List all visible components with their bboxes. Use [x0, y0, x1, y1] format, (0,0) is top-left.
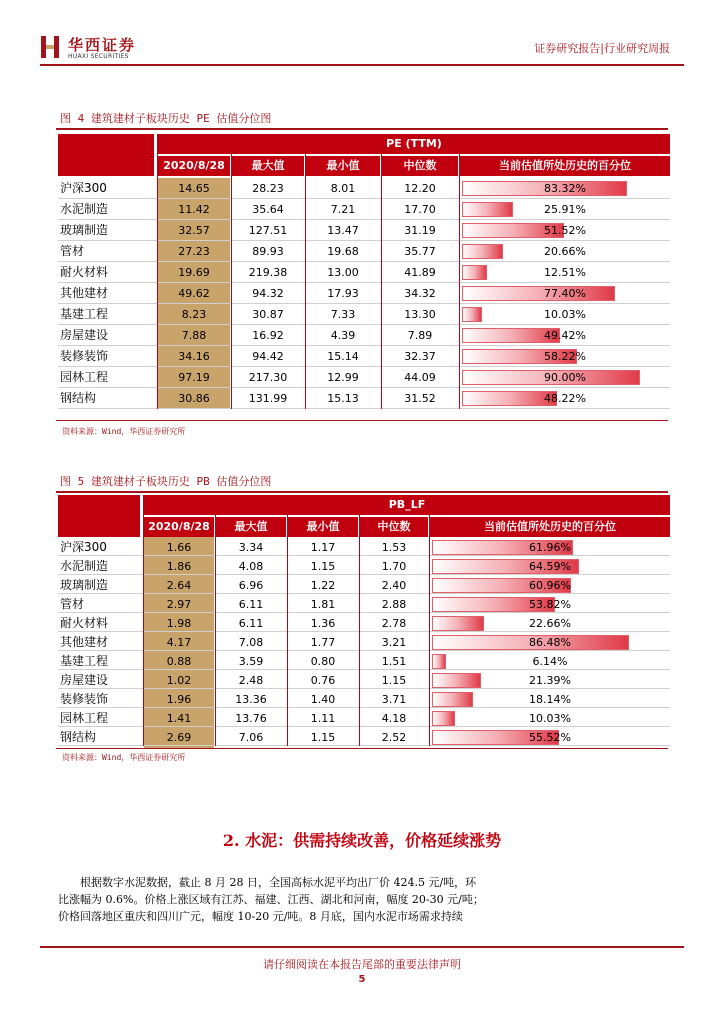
table-cell-min: 15.13: [327, 392, 359, 405]
column-header: 最小值: [306, 156, 380, 176]
table-cell-max: 35.64: [252, 203, 284, 216]
table-cell-max: 89.93: [252, 245, 284, 258]
percentile-value: 49.42%: [544, 329, 586, 342]
table-cell-max: 6.11: [238, 617, 264, 630]
column-header: 中位数: [360, 517, 428, 537]
figure-4-top-rule: [56, 128, 668, 130]
table-cell-current: 2.97: [144, 594, 214, 615]
percentile-value: 48.22%: [544, 392, 586, 405]
table-cell-max: 28.23: [252, 182, 284, 195]
table-cell-max: 131.99: [248, 392, 288, 405]
table-cell-current: 1.66: [144, 537, 214, 558]
table-cell-max: 94.32: [252, 287, 284, 300]
table-cell-min: 1.11: [310, 712, 336, 725]
column-separator: [231, 134, 232, 409]
table-cell-median: 35.77: [404, 245, 436, 258]
row-label: 沪深300: [60, 181, 107, 195]
table-cell-current: 34.16: [158, 346, 230, 367]
table-cell-min: 4.39: [330, 329, 356, 342]
row-label: 钢结构: [60, 391, 97, 405]
percentile-value: 10.03%: [544, 308, 586, 321]
table-cell-min: 1.15: [310, 731, 336, 744]
column-header: 当前估值所处历史的百分位: [430, 517, 670, 537]
table-cell-current: 4.17: [144, 632, 214, 653]
column-header: 最大值: [232, 156, 304, 176]
percentile-value: 25.91%: [544, 203, 586, 216]
report-type-label: 证券研究报告|行业研究周报: [534, 42, 670, 55]
column-separator: [459, 134, 460, 409]
figure-5-title: 图 5 建筑建材子板块历史 PB 估值分位图: [60, 475, 272, 488]
row-separator: [58, 408, 670, 409]
percentile-value: 20.66%: [544, 245, 586, 258]
table-cell-min: 19.68: [327, 245, 359, 258]
table-cell-median: 2.88: [381, 598, 407, 611]
paragraph-line-3: 价格回落地区重庆和四川广元，幅度 10-20 元/吨。8 月底，国内水泥市场需求持续: [58, 910, 463, 923]
table-cell-median: 31.19: [404, 224, 436, 237]
table-cell-max: 4.08: [238, 560, 264, 573]
row-separator: [58, 745, 670, 746]
row-label: 玻璃制造: [60, 223, 109, 237]
group-header: PE (TTM): [158, 134, 670, 154]
row-label: 耐火材料: [60, 265, 109, 279]
column-header: 2020/8/28: [144, 517, 214, 537]
percentile-value: 58.22%: [544, 350, 586, 363]
table-cell-max: 219.38: [248, 266, 288, 279]
column-header: 中位数: [382, 156, 458, 176]
row-label: 园林工程: [60, 711, 109, 725]
table-cell-current: 8.23: [158, 304, 230, 325]
table-cell-median: 41.89: [404, 266, 436, 279]
table-cell-median: 1.70: [381, 560, 407, 573]
table-cell-min: 13.00: [327, 266, 359, 279]
table-cell-current: 2.64: [144, 575, 214, 596]
table-cell-max: 13.36: [235, 693, 267, 706]
table-cell-max: 127.51: [248, 224, 288, 237]
row-label: 钢结构: [60, 730, 97, 744]
table-cell-median: 2.52: [381, 731, 407, 744]
table-cell-max: 2.48: [238, 674, 264, 687]
table-cell-median: 12.20: [404, 182, 436, 195]
table-cell-max: 6.96: [238, 579, 264, 592]
column-header: 当前估值所处历史的百分位: [460, 156, 670, 176]
column-header: 最小值: [288, 517, 358, 537]
row-label: 基建工程: [60, 654, 109, 668]
figure-5-bottom-rule: [56, 748, 668, 749]
table-cell-median: 32.37: [404, 350, 436, 363]
table-cell-median: 1.51: [381, 655, 407, 668]
page-number: 5: [358, 974, 366, 985]
table-cell-median: 2.78: [381, 617, 407, 630]
table-cell-median: 4.18: [381, 712, 407, 725]
row-label: 水泥制造: [60, 559, 109, 573]
pb-valuation-table: [58, 495, 670, 747]
percentile-value: 51.52%: [544, 224, 586, 237]
column-separator: [429, 495, 430, 746]
table-cell-current: 97.19: [158, 367, 230, 388]
row-label: 耐火材料: [60, 616, 109, 630]
row-label: 装修装饰: [60, 692, 109, 706]
row-label: 玻璃制造: [60, 578, 109, 592]
table-cell-max: 3.34: [238, 541, 264, 554]
table-cell-min: 0.76: [310, 674, 336, 687]
percentile-value: 77.40%: [544, 287, 586, 300]
column-separator: [143, 495, 144, 746]
table-cell-current: 32.57: [158, 220, 230, 241]
footer-divider: [40, 946, 684, 948]
group-header: PB_LF: [144, 495, 670, 515]
row-label: 管材: [60, 597, 85, 611]
table-cell-median: 31.52: [404, 392, 436, 405]
column-separator: [305, 134, 306, 409]
percentile-value: 10.03%: [529, 712, 571, 725]
logo-english-name: HUAXI SECURITIES: [68, 53, 129, 60]
row-label: 管材: [60, 244, 85, 258]
row-label: 基建工程: [60, 307, 109, 321]
header-corner: [58, 495, 140, 537]
figure-4-bottom-rule: [56, 420, 668, 421]
table-cell-current: 49.62: [158, 283, 230, 304]
table-cell-min: 7.21: [330, 203, 356, 216]
column-separator: [359, 495, 360, 746]
row-label: 装修装饰: [60, 349, 109, 363]
table-cell-min: 1.40: [310, 693, 336, 706]
table-cell-current: 1.96: [144, 689, 214, 710]
percentile-value: 22.66%: [529, 617, 571, 630]
header-corner: [58, 134, 154, 176]
logo-chinese-name: 华西证券: [68, 36, 137, 54]
pe-valuation-table: [58, 134, 670, 414]
table-cell-max: 7.08: [238, 636, 264, 649]
table-cell-min: 7.33: [330, 308, 356, 321]
figure-5-source: 资料来源：Wind，华西证券研究所: [62, 753, 186, 762]
column-separator: [381, 134, 382, 409]
huaxi-logo-icon: [40, 34, 62, 60]
table-cell-max: 30.87: [252, 308, 284, 321]
percentile-value: 18.14%: [529, 693, 571, 706]
table-cell-max: 94.42: [252, 350, 284, 363]
table-cell-min: 12.99: [327, 371, 359, 384]
table-cell-min: 1.17: [310, 541, 336, 554]
table-cell-min: 1.77: [310, 636, 336, 649]
percentile-value: 21.39%: [529, 674, 571, 687]
column-separator: [215, 495, 216, 746]
percentile-value: 60.96%: [529, 579, 571, 592]
table-cell-current: 11.42: [158, 199, 230, 220]
table-cell-current: 14.65: [158, 178, 230, 199]
column-separator: [157, 134, 158, 409]
percentile-value: 83.32%: [544, 182, 586, 195]
table-cell-min: 8.01: [330, 182, 356, 195]
table-cell-min: 15.14: [327, 350, 359, 363]
table-cell-min: 13.47: [327, 224, 359, 237]
table-cell-median: 2.40: [381, 579, 407, 592]
row-label: 园林工程: [60, 370, 109, 384]
row-label: 其他建材: [60, 635, 109, 649]
table-cell-max: 13.76: [235, 712, 267, 725]
column-header: 2020/8/28: [158, 156, 230, 176]
row-label: 沪深300: [60, 540, 107, 554]
percentile-value: 86.48%: [529, 636, 571, 649]
table-cell-median: 44.09: [404, 371, 436, 384]
section-title: 2. 水泥：供需持续改善，价格延续涨势: [222, 831, 502, 850]
legal-notice: 请仔细阅读在本报告尾部的重要法律声明: [263, 958, 461, 971]
table-cell-current: 0.88: [144, 651, 214, 672]
figure-4-title: 图 4 建筑建材子板块历史 PE 估值分位图: [60, 112, 272, 125]
row-label: 水泥制造: [60, 202, 109, 216]
table-cell-median: 3.21: [381, 636, 407, 649]
figure-5-top-rule: [56, 491, 668, 493]
table-cell-min: 1.15: [310, 560, 336, 573]
table-cell-current: 2.69: [144, 727, 214, 748]
paragraph-line-2: 比涨幅为 0.6%。价格上涨区域有江苏、福建、江西、湖北和河南，幅度 20-30 元/吨；: [58, 893, 484, 906]
table-cell-min: 0.80: [310, 655, 336, 668]
table-cell-current: 27.23: [158, 241, 230, 262]
percentile-value: 61.96%: [529, 541, 571, 554]
table-cell-max: 7.06: [238, 731, 264, 744]
row-label: 房屋建设: [60, 673, 109, 687]
percentile-value: 90.00%: [544, 371, 586, 384]
table-cell-median: 13.30: [404, 308, 436, 321]
percentile-value: 6.14%: [532, 655, 568, 668]
table-cell-max: 3.59: [238, 655, 264, 668]
table-cell-median: 1.53: [381, 541, 407, 554]
table-cell-min: 1.81: [310, 598, 336, 611]
row-label: 房屋建设: [60, 328, 109, 342]
table-cell-current: 1.98: [144, 613, 214, 634]
table-cell-current: 1.86: [144, 556, 214, 577]
table-cell-current: 7.88: [158, 325, 230, 346]
table-cell-min: 17.93: [327, 287, 359, 300]
table-cell-max: 16.92: [252, 329, 284, 342]
column-separator: [287, 495, 288, 746]
column-header: 最大值: [216, 517, 286, 537]
percentile-value: 55.52%: [529, 731, 571, 744]
table-cell-median: 17.70: [404, 203, 436, 216]
percentile-value: 12.51%: [544, 266, 586, 279]
percentile-value: 64.59%: [529, 560, 571, 573]
table-cell-current: 1.41: [144, 708, 214, 729]
table-cell-current: 19.69: [158, 262, 230, 283]
percentile-value: 53.82%: [529, 598, 571, 611]
table-cell-median: 7.89: [407, 329, 433, 342]
table-cell-median: 3.71: [381, 693, 407, 706]
table-cell-max: 6.11: [238, 598, 264, 611]
table-cell-min: 1.22: [310, 579, 336, 592]
paragraph-line-1: 根据数字水泥数据，截止 8 月 28 日，全国高标水泥平均出厂价 424.5 元/吨，环: [80, 876, 477, 889]
table-cell-current: 1.02: [144, 670, 214, 691]
table-cell-median: 34.32: [404, 287, 436, 300]
table-cell-min: 1.36: [310, 617, 336, 630]
figure-4-source: 资料来源：Wind，华西证券研究所: [62, 427, 186, 436]
header-divider: [40, 64, 684, 66]
row-label: 其他建材: [60, 286, 109, 300]
table-cell-max: 217.30: [248, 371, 288, 384]
company-logo: [40, 34, 160, 64]
table-cell-current: 30.86: [158, 388, 230, 409]
table-cell-median: 1.15: [381, 674, 407, 687]
